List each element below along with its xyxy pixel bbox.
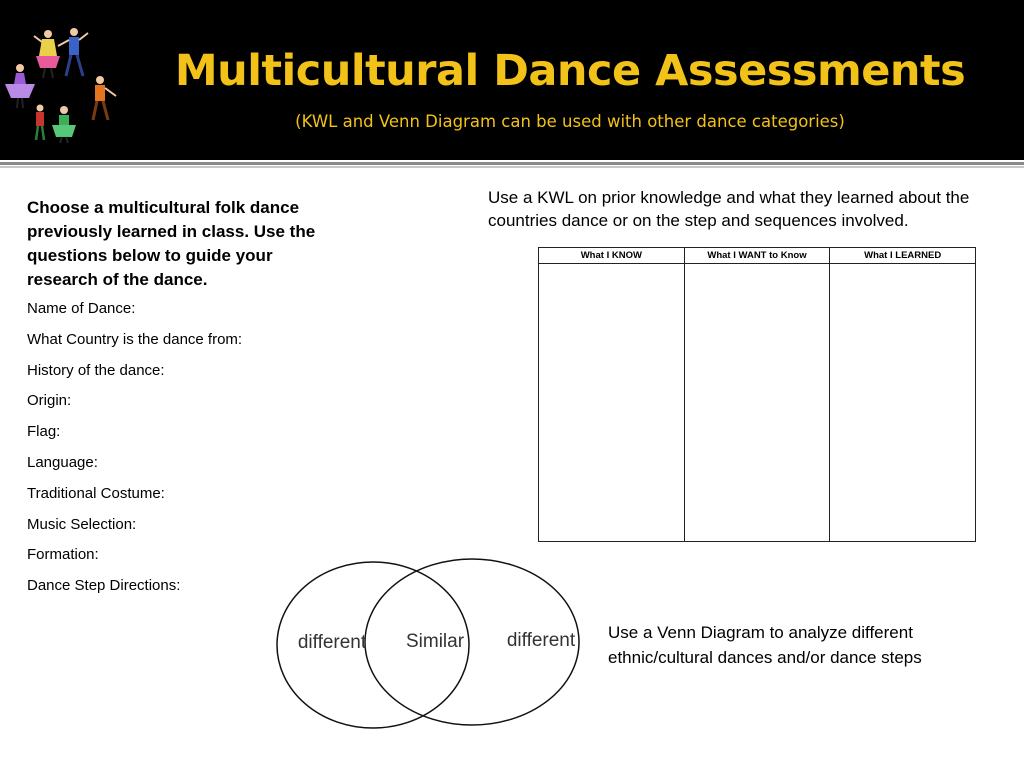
field-history: History of the dance: (27, 361, 165, 379)
title-banner (0, 0, 1024, 160)
page-subtitle: (KWL and Venn Diagram can be used with other dance categories) (295, 112, 845, 131)
kwl-cell-learned (830, 264, 976, 542)
venn-right-label: different (506, 630, 576, 651)
venn-description: Use a Venn Diagram to analyze different ethnic/cultural dances and/or dance steps (608, 623, 922, 667)
kwl-cell-want (684, 264, 830, 542)
venn-center-label: Similar (405, 631, 465, 652)
kwl-header-want: What I WANT to Know (684, 248, 830, 264)
venn-diagram (270, 552, 600, 738)
square-dancers-clipart-icon (0, 22, 130, 144)
research-questions (27, 196, 327, 607)
field-country: What Country is the dance from: (27, 330, 243, 348)
kwl-chart (538, 247, 976, 542)
venn-left-label: different (297, 632, 367, 653)
field-dance-step-directions: Dance Step Directions: (27, 577, 181, 595)
field-music-selection: Music Selection: (27, 515, 137, 533)
page-title: Multicultural Dance Assessments (174, 46, 966, 96)
research-intro: Choose a multicultural folk dance previously learned in class. Use the questions below to guide your research of the dance. (27, 198, 316, 289)
kwl-header-learned: What I LEARNED (830, 248, 976, 264)
kwl-cell-know (539, 264, 685, 542)
field-formation: Formation: (27, 546, 99, 564)
header-divider (0, 162, 1024, 165)
field-origin: Origin: (27, 392, 72, 410)
field-name-of-dance: Name of Dance: (27, 300, 136, 317)
field-language: Language: (27, 453, 98, 471)
header-divider-light (0, 166, 1024, 168)
field-traditional-costume: Traditional Costume: (27, 484, 165, 502)
kwl-description: Use a KWL on prior knowledge and what they learned about the countries dance or on the step and sequences involved. (488, 188, 970, 230)
kwl-header-know: What I KNOW (539, 248, 685, 264)
field-flag: Flag: (27, 423, 61, 441)
